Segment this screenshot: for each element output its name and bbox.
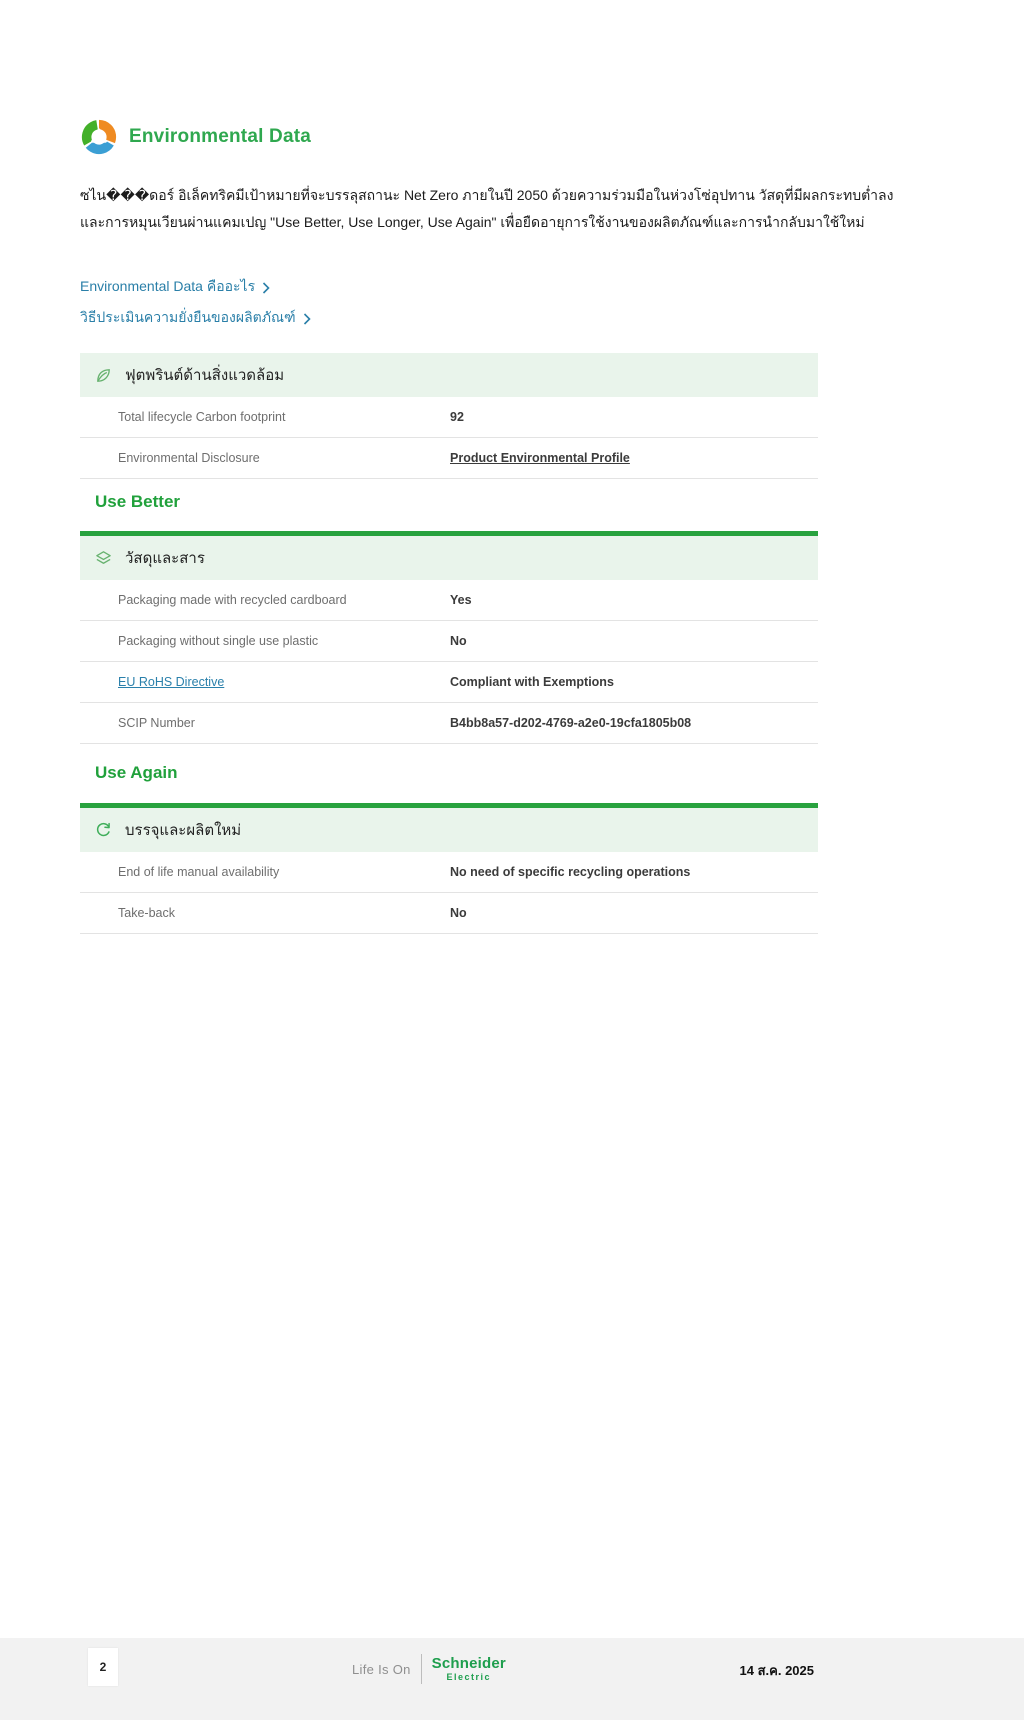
link-how-product-sustainability-assessed[interactable] (80, 307, 311, 329)
row-value: No need of specific recycling operations (450, 865, 691, 879)
recycle-triangle-logo-icon (80, 118, 118, 156)
row-label: Take-back (118, 906, 175, 920)
brand-name-stack (432, 1656, 506, 1682)
row-label: Packaging made with recycled cardboard (118, 593, 347, 607)
chevron-right-icon (303, 313, 311, 325)
link-eu-rohs-directive[interactable]: EU RoHS Directive (118, 675, 225, 689)
intro-paragraph (80, 182, 952, 236)
row-label (80, 675, 450, 689)
table-row (80, 662, 818, 703)
brand-header (80, 118, 311, 156)
heading-use-again: Use Again (95, 763, 178, 782)
link-label: Environmental Data คืออะไร (80, 278, 256, 294)
table-row (80, 893, 818, 934)
page-footer (0, 1638, 1024, 1720)
layers-icon (94, 549, 113, 568)
section-environmental-footprint (80, 353, 818, 479)
chevron-right-icon (262, 282, 270, 294)
row-label: Packaging without single use plastic (118, 634, 319, 648)
section-pack-and-remanufacture (80, 803, 818, 934)
table-row (80, 580, 818, 621)
refresh-icon (94, 821, 113, 840)
row-label: Environmental Disclosure (118, 451, 260, 465)
row-value: No (450, 634, 467, 648)
table-row (80, 621, 818, 662)
heading-use-better: Use Better (95, 492, 181, 511)
footer-date: 14 ส.ค. 2025 (739, 1663, 814, 1678)
brand-subname: Electric (446, 1672, 492, 1682)
section-header (80, 353, 818, 397)
link-label: วิธีประเมินความยั่งยืนของผลิตภัณฑ์ (80, 309, 296, 325)
page-number: 2 (88, 1648, 118, 1686)
row-value: B4bb8a57-d202-4769-a2e0-19cfa1805b08 (450, 716, 692, 730)
row-value: Yes (450, 593, 472, 607)
intro-line-2: และการหมุนเวียนผ่านแคมเปญ "Use Better, Use Longer, Use Again" เพื่อยืดอายุการใช้งานของผลิตภัณฑ์และการนำกลับมาใช้ใหม่ (80, 214, 865, 230)
row-label: SCIP Number (118, 716, 195, 730)
row-label: End of life manual availability (118, 865, 280, 879)
table-row (80, 703, 818, 744)
row-label: Total lifecycle Carbon footprint (118, 410, 286, 424)
section-title: ฟุตพรินต์ด้านสิ่งแวดล้อม (125, 367, 285, 384)
section-header (80, 536, 818, 580)
table-row (80, 438, 818, 479)
section-materials-and-substances (80, 531, 818, 744)
section-title: บรรจุและผลิตใหม่ (125, 822, 242, 839)
schneider-electric-logo (352, 1654, 506, 1684)
life-is-on-tagline: Life Is On (352, 1661, 411, 1677)
table-row (80, 397, 818, 438)
row-value: 92 (450, 410, 464, 424)
link-product-environmental-profile[interactable]: Product Environmental Profile (450, 451, 630, 465)
logo-divider (421, 1654, 422, 1684)
leaf-icon (94, 366, 113, 385)
row-value: Compliant with Exemptions (450, 675, 614, 689)
brand-name: Schneider (431, 1655, 506, 1672)
section-header (80, 808, 818, 852)
intro-line-1: ซไน���ดอร์ อิเล็คทริคมีเป้าหมายที่จะบรรลุสถานะ Net Zero ภายในปี 2050 ด้วยความร่วมมือในห่วงโซ่อุปทาน วัสดุที่มีผลกระทบต่ำลง (80, 187, 894, 203)
row-value: No (450, 906, 467, 920)
page-title: Environmental Data (129, 126, 312, 147)
link-what-is-environmental-data[interactable] (80, 276, 270, 298)
table-row (80, 852, 818, 893)
section-title: วัสดุและสาร (125, 550, 205, 567)
